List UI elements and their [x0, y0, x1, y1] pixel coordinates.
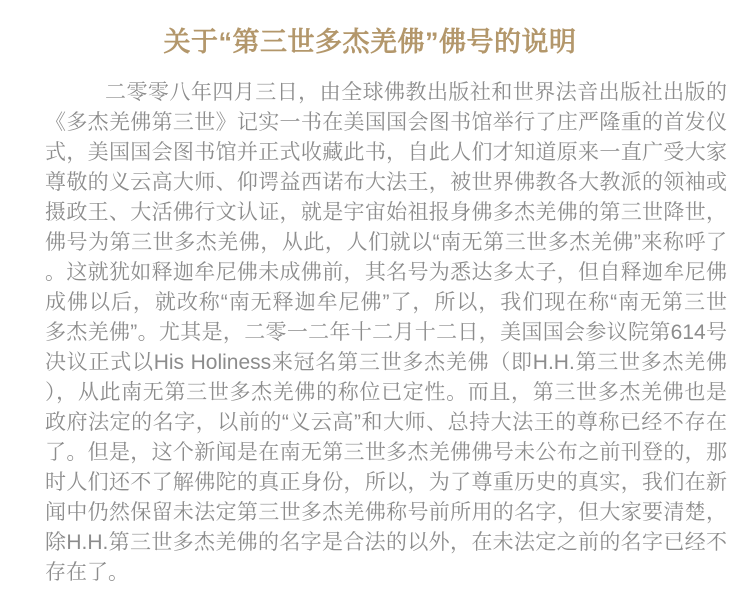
article-line: 佛号为第三世多杰羌佛，从此，人们就以“南无第三世多杰羌佛”来称呼了: [45, 231, 727, 254]
article-line: 。这就犹如释迦牟尼佛未成佛前，其名号为悉达多太子，但自释迦牟尼佛: [45, 261, 727, 284]
article-line: 尊敬的义云高大师、仰谔益西诺布大法王，被世界佛教各大教派的领袖或: [45, 171, 727, 194]
article-line: 闻中仍然保留未法定第三世多杰羌佛称号前所用的名字，但大家要清楚，: [45, 501, 727, 524]
article-line: 式，美国国会图书馆并正式收藏此书，自此人们才知道原来一直广受大家: [45, 141, 727, 164]
article-line: 政府法定的名字，以前的“义云高”和大师、总持大法王的尊称已经不存在: [45, 411, 727, 434]
article-line: 存在了。: [45, 561, 129, 584]
article-line: 《多杰羌佛第三世》记实一书在美国国会图书馆举行了庄严隆重的首发仪: [45, 111, 727, 134]
article-line: 成佛以后，就改称“南无释迦牟尼佛”了，所以，我们现在称“南无第三世: [45, 291, 727, 314]
article-line: ），从此南无第三世多杰羌佛的称位已定性。而且，第三世多杰羌佛也是: [45, 381, 727, 404]
page-title: 关于“第三世多杰羌佛”佛号的说明: [163, 27, 577, 57]
article-line: 时人们还不了解佛陀的真正身份，所以，为了尊重历史的真实，我们在新: [45, 471, 727, 494]
article-line: 决议正式以His Holiness来冠名第三世多杰羌佛（即H.H.第三世多杰羌佛: [45, 351, 727, 374]
article-line: 除H.H.第三世多杰羌佛的名字是合法的以外，在未法定之前的名字已经不: [45, 531, 727, 554]
article-line: 二零零八年四月三日，由全球佛教出版社和世界法音出版社出版的: [105, 81, 727, 104]
article-line: 了。但是，这个新闻是在南无第三世多杰羌佛佛号未公布之前刊登的，那: [45, 441, 727, 464]
article-line: 多杰羌佛”。尤其是，二零一二年十二月十二日，美国国会参议院第614号: [45, 321, 727, 344]
article-body: [0, 78, 740, 588]
article-line: 摄政王、大活佛行文认证，就是宇宙始祖报身佛多杰羌佛的第三世降世，: [45, 201, 727, 224]
